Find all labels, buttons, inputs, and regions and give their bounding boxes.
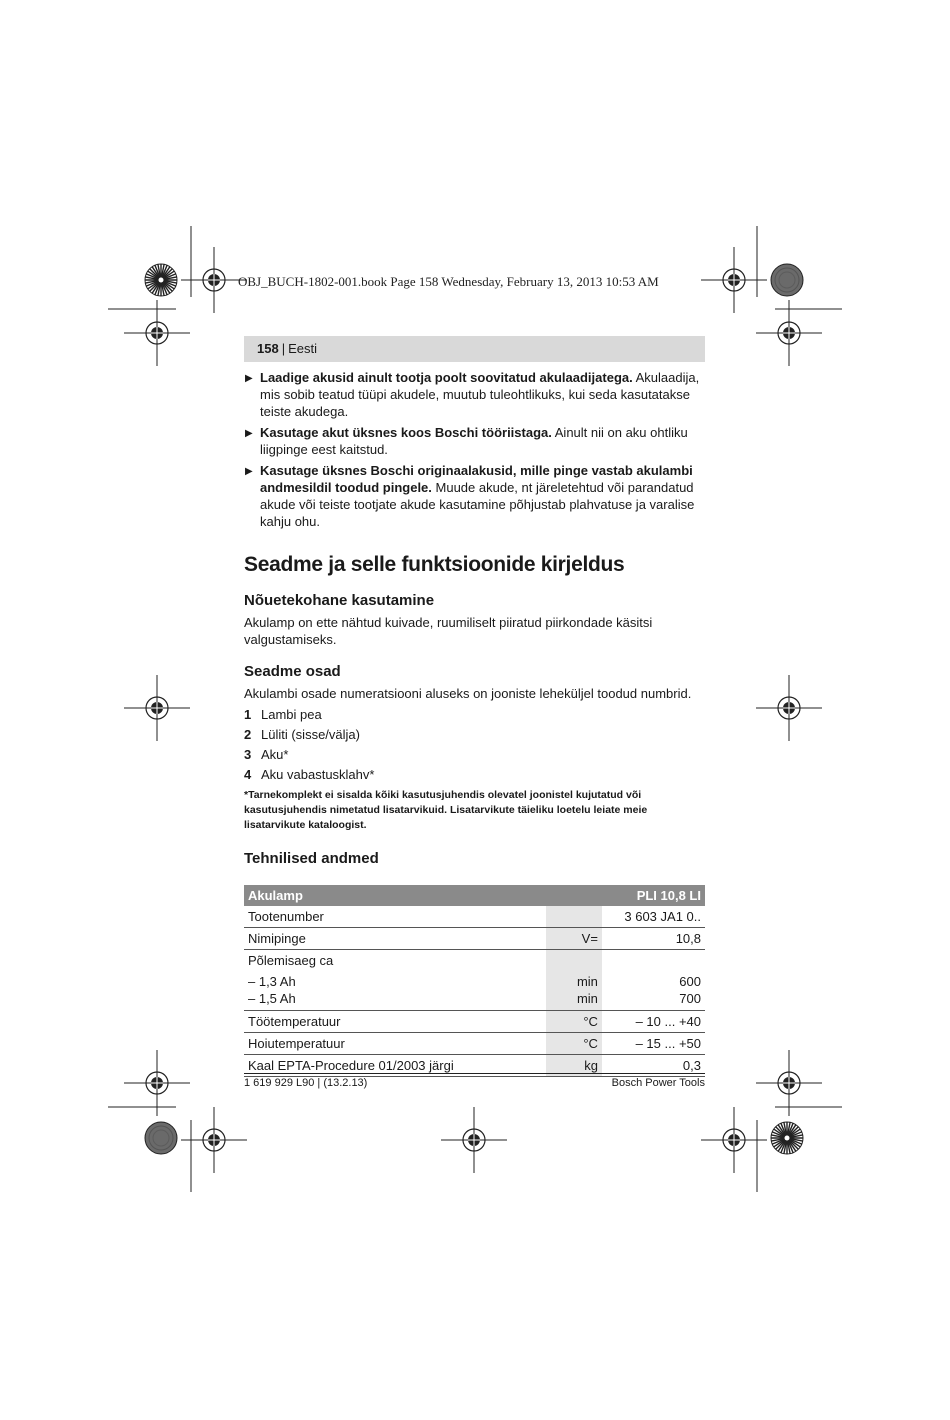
parts-heading: Seadme osad xyxy=(244,663,341,680)
table-header-left: Akulamp xyxy=(244,885,602,906)
list-item: 4 Aku vabastusklahv* xyxy=(244,767,375,782)
tech-heading: Tehnilised andmed xyxy=(244,850,379,867)
footer-brand: Bosch Power Tools xyxy=(611,1077,705,1089)
table-row: Nimipinge V= 10,8 xyxy=(244,928,705,950)
safety-bullet xyxy=(244,424,705,458)
list-item: 2 Lüliti (sisse/välja) xyxy=(244,727,360,742)
safety-bullet xyxy=(244,462,705,530)
table-row: Tootenumber 3 603 JA1 0.. xyxy=(244,906,705,928)
tech-data-table xyxy=(244,885,705,1077)
intended-use-text: Akulamp on ette nähtud kuivade, ruumiliselt piiratud piirkondade käsitsi valgustamiseks. xyxy=(244,615,653,647)
bullet-bold-text: Kasutage akut üksnes koos Boschi tööriistaga. xyxy=(260,425,552,440)
parts-list xyxy=(244,705,705,785)
table-row: Töötemperatuur °C – 10 ... +40 xyxy=(244,1011,705,1033)
page-number: 158 xyxy=(257,341,279,356)
intended-use-heading: Nõuetekohane kasutamine xyxy=(244,592,435,609)
bullet-text: Muude akude, nt järeletehtud või parandatud akude või teiste tootjate akude kasutamine põhjustab plahvatuse ja varalise kahju ohu. xyxy=(260,480,695,529)
bullet-bold-text: Kasutage üksnes Boschi originaalakusid, mille pinge vastab akulambi andmesildil toodud pingele. xyxy=(260,463,693,495)
table-row: Põlemisaeg ca – 1,3 Ah – 1,5 Ah min min 600 700 xyxy=(244,950,705,1011)
footer-doc-number: 1 619 929 L90 | (13.2.13) xyxy=(244,1077,368,1089)
section-title: Seadme ja selle funktsioonide kirjeldus xyxy=(244,553,625,576)
table-row: Hoiutemperatuur °C – 15 ... +50 xyxy=(244,1033,705,1055)
footer-rule xyxy=(244,1073,705,1074)
header-separator: | xyxy=(281,341,286,356)
page-content xyxy=(244,369,705,1077)
bullet-text: Ainult nii on aku ohtliku liigpinge eest kaitstud. xyxy=(260,425,688,457)
list-item: 1 Lambi pea xyxy=(244,707,322,722)
triangle-bullet-icon: ▶ xyxy=(245,466,253,477)
table-header-right: PLI 10,8 LI xyxy=(602,885,705,906)
list-item: 3 Aku* xyxy=(244,747,289,762)
print-header: OBJ_BUCH-1802-001.book Page 158 Wednesday, February 13, 2013 10:53 AM xyxy=(238,274,659,289)
parts-footnote: *Tarnekomplekt ei sisalda kõiki kasutusjuhendis olevatel joonistel kujutatud või kasutusjuhendis nimetatud lisatarvikuid. Lisatarvikute täieliku loetelu leiate meie lisatarvikute kataloogist. xyxy=(244,789,648,831)
language-label: Eesti xyxy=(288,341,317,356)
parts-intro: Akulambi osade numeratsiooni aluseks on jooniste leheküljel toodud numbrid. xyxy=(244,686,692,701)
table-row: Kaal EPTA-Procedure 01/2003 järgi kg 0,3 xyxy=(244,1055,705,1077)
page-header-bar xyxy=(244,336,705,362)
bullet-bold-text: Laadige akusid ainult tootja poolt soovitatud akulaadijatega. xyxy=(260,370,633,385)
safety-bullet xyxy=(244,369,705,420)
triangle-bullet-icon: ▶ xyxy=(245,373,253,384)
triangle-bullet-icon: ▶ xyxy=(245,428,253,439)
table-header-row xyxy=(244,885,705,906)
bullet-text: Akulaadija, mis sobib teatud tüüpi akudele, muutub tuleohtlikuks, kui seda kasutatakse teiste akudega. xyxy=(260,370,700,419)
